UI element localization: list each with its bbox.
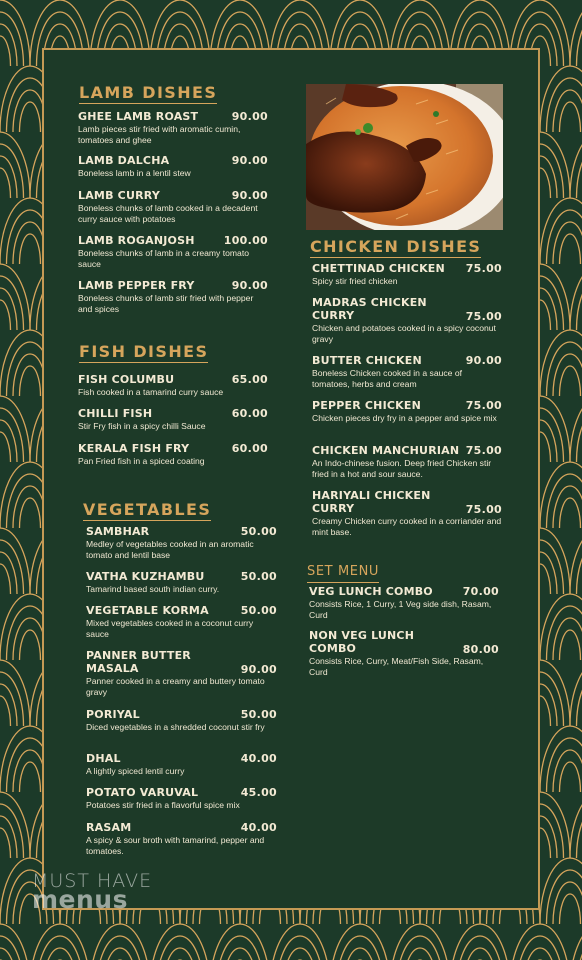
item-description: Boneless chunks of lamb stir fried with pepper and spices (78, 293, 254, 314)
item-name: BUTTER CHICKEN (312, 354, 422, 367)
item-description: Diced vegetables in a shredded coconut stir fry (86, 722, 265, 732)
item-description: Boneless lamb in a lentil stew (78, 168, 191, 178)
item-description: Chicken and potatoes cooked in a spicy coconut gravy (312, 323, 496, 344)
menu-item (312, 399, 502, 424)
menu-item (312, 444, 502, 479)
item-price: 75.00 (465, 399, 502, 412)
item-price: 50.00 (240, 525, 277, 538)
item-price: 90.00 (231, 279, 268, 292)
menu-item (86, 752, 277, 777)
item-description: Potatoes stir fried in a flavorful spice mix (86, 800, 240, 810)
menu-item (78, 373, 268, 398)
menu-item (78, 407, 268, 432)
item-description: Lamb pieces stir fried with aromatic cumin, tomatoes and ghee (78, 124, 241, 145)
item-description: A lightly spiced lentil curry (86, 766, 185, 776)
item-description: Consists Rice, Curry, Meat/Fish Side, Rasam, Curd (309, 656, 484, 677)
item-name: LAMB CURRY (78, 189, 160, 202)
item-price: 100.00 (223, 234, 268, 247)
item-price: 50.00 (240, 604, 277, 617)
menu-item (86, 570, 277, 595)
item-price: 90.00 (465, 354, 502, 367)
item-description: Boneless chunks of lamb cooked in a decadent curry sauce with potatoes (78, 203, 258, 224)
item-name: PEPPER CHICKEN (312, 399, 422, 412)
menu-item (86, 525, 277, 560)
item-price: 40.00 (240, 752, 277, 765)
menu-item (312, 489, 502, 537)
item-name: HARIYALI CHICKEN CURRY (312, 489, 431, 515)
item-price: 60.00 (231, 407, 268, 420)
item-price: 75.00 (465, 503, 502, 516)
item-name: NON VEG LUNCH COMBO (309, 629, 415, 655)
item-description: Fish cooked in a tamarind curry sauce (78, 387, 224, 397)
item-price: 65.00 (231, 373, 268, 386)
item-name: LAMB ROGANJOSH (78, 234, 195, 247)
item-name: CHETTINAD CHICKEN (312, 262, 445, 275)
item-name: PORIYAL (86, 708, 140, 721)
item-description: Panner cooked in a creamy and buttery tomato gravy (86, 676, 265, 697)
menu-item (86, 708, 277, 733)
menu-item (86, 649, 277, 697)
menu-item (86, 821, 277, 856)
item-description: An Indo-chinese fusion. Deep fried Chicken stir fried in a hot and sour sauce. (312, 458, 492, 479)
menu-item (78, 154, 268, 179)
item-description: Tamarind based south indian curry. (86, 584, 220, 594)
item-price: 40.00 (240, 821, 277, 834)
item-name: VEGETABLE KORMA (86, 604, 209, 617)
food-photo-chicken-biryani-icon (306, 84, 503, 230)
item-price: 60.00 (231, 442, 268, 455)
item-price: 45.00 (240, 786, 277, 799)
item-price: 75.00 (465, 262, 502, 275)
item-price: 75.00 (465, 444, 502, 457)
item-description: Boneless chunks of lamb in a creamy tomato sauce (78, 248, 250, 269)
item-description: Pan Fried fish in a spiced coating (78, 456, 205, 466)
item-name: RASAM (86, 821, 132, 834)
item-price: 70.00 (462, 585, 499, 598)
menu-item (86, 786, 277, 811)
item-name: LAMB PEPPER FRY (78, 279, 195, 292)
item-price: 50.00 (240, 708, 277, 721)
must-have-menus-watermark (32, 870, 153, 914)
item-price: 90.00 (240, 663, 277, 676)
chicken-dishes-heading: CHICKEN DISHES (310, 237, 482, 256)
item-name: MADRAS CHICKEN CURRY (312, 296, 427, 322)
lamb-dishes-heading: LAMB DISHES (79, 83, 218, 102)
menu-item (78, 110, 268, 145)
menu-item (78, 279, 268, 314)
menu-item (312, 262, 502, 287)
item-name: POTATO VARUVAL (86, 786, 199, 799)
item-name: VATHA KUZHAMBU (86, 570, 205, 583)
item-name: PANNER BUTTER MASALA (86, 649, 191, 675)
item-name: SAMBHAR (86, 525, 150, 538)
item-name: CHILLI FISH (78, 407, 153, 420)
item-description: Mixed vegetables cooked in a coconut curry sauce (86, 618, 254, 639)
item-price: 80.00 (462, 643, 499, 656)
item-description: Medley of vegetables cooked in an aromatic tomato and lentil base (86, 539, 254, 560)
fish-dishes-heading: FISH DISHES (79, 342, 209, 361)
item-description: Spicy stir fried chicken (312, 276, 398, 286)
item-description: Chicken pieces dry fry in a pepper and spice mix (312, 413, 497, 423)
item-name: CHICKEN MANCHURIAN (312, 444, 460, 457)
item-name: LAMB DALCHA (78, 154, 170, 167)
item-price: 90.00 (231, 110, 268, 123)
menu-item (309, 585, 499, 620)
set-menu-heading: SET MENU (307, 563, 379, 583)
item-price: 90.00 (231, 154, 268, 167)
menu-item (309, 629, 499, 677)
watermark-line-2: menus (32, 885, 128, 914)
food-photo (306, 84, 503, 230)
menu-item (78, 442, 268, 467)
item-description: Stir Fry fish in a spicy chilli Sauce (78, 421, 206, 431)
menu-item (312, 296, 502, 344)
item-description: A spicy & sour broth with tamarind, pepper and tomatoes. (86, 835, 265, 856)
item-name: KERALA FISH FRY (78, 442, 190, 455)
vegetables-heading: VEGETABLES (83, 500, 212, 519)
item-name: GHEE LAMB ROAST (78, 110, 199, 123)
item-name: FISH COLUMBU (78, 373, 175, 386)
menu-item (78, 189, 268, 224)
menu-item (86, 604, 277, 639)
menu-item (78, 234, 268, 269)
item-price: 50.00 (240, 570, 277, 583)
item-description: Boneless Chicken cooked in a sauce of tomatoes, herbs and cream (312, 368, 463, 389)
item-description: Creamy Chicken curry cooked in a corriander and mint base. (312, 516, 502, 537)
item-price: 90.00 (231, 189, 268, 202)
item-description: Consists Rice, 1 Curry, 1 Veg side dish, Rasam, Curd (309, 599, 492, 620)
menu-item (312, 354, 502, 389)
item-name: VEG LUNCH COMBO (309, 585, 433, 598)
item-name: DHAL (86, 752, 121, 765)
item-price: 75.00 (465, 310, 502, 323)
watermark-line-1: MUST HAVE (32, 870, 153, 892)
